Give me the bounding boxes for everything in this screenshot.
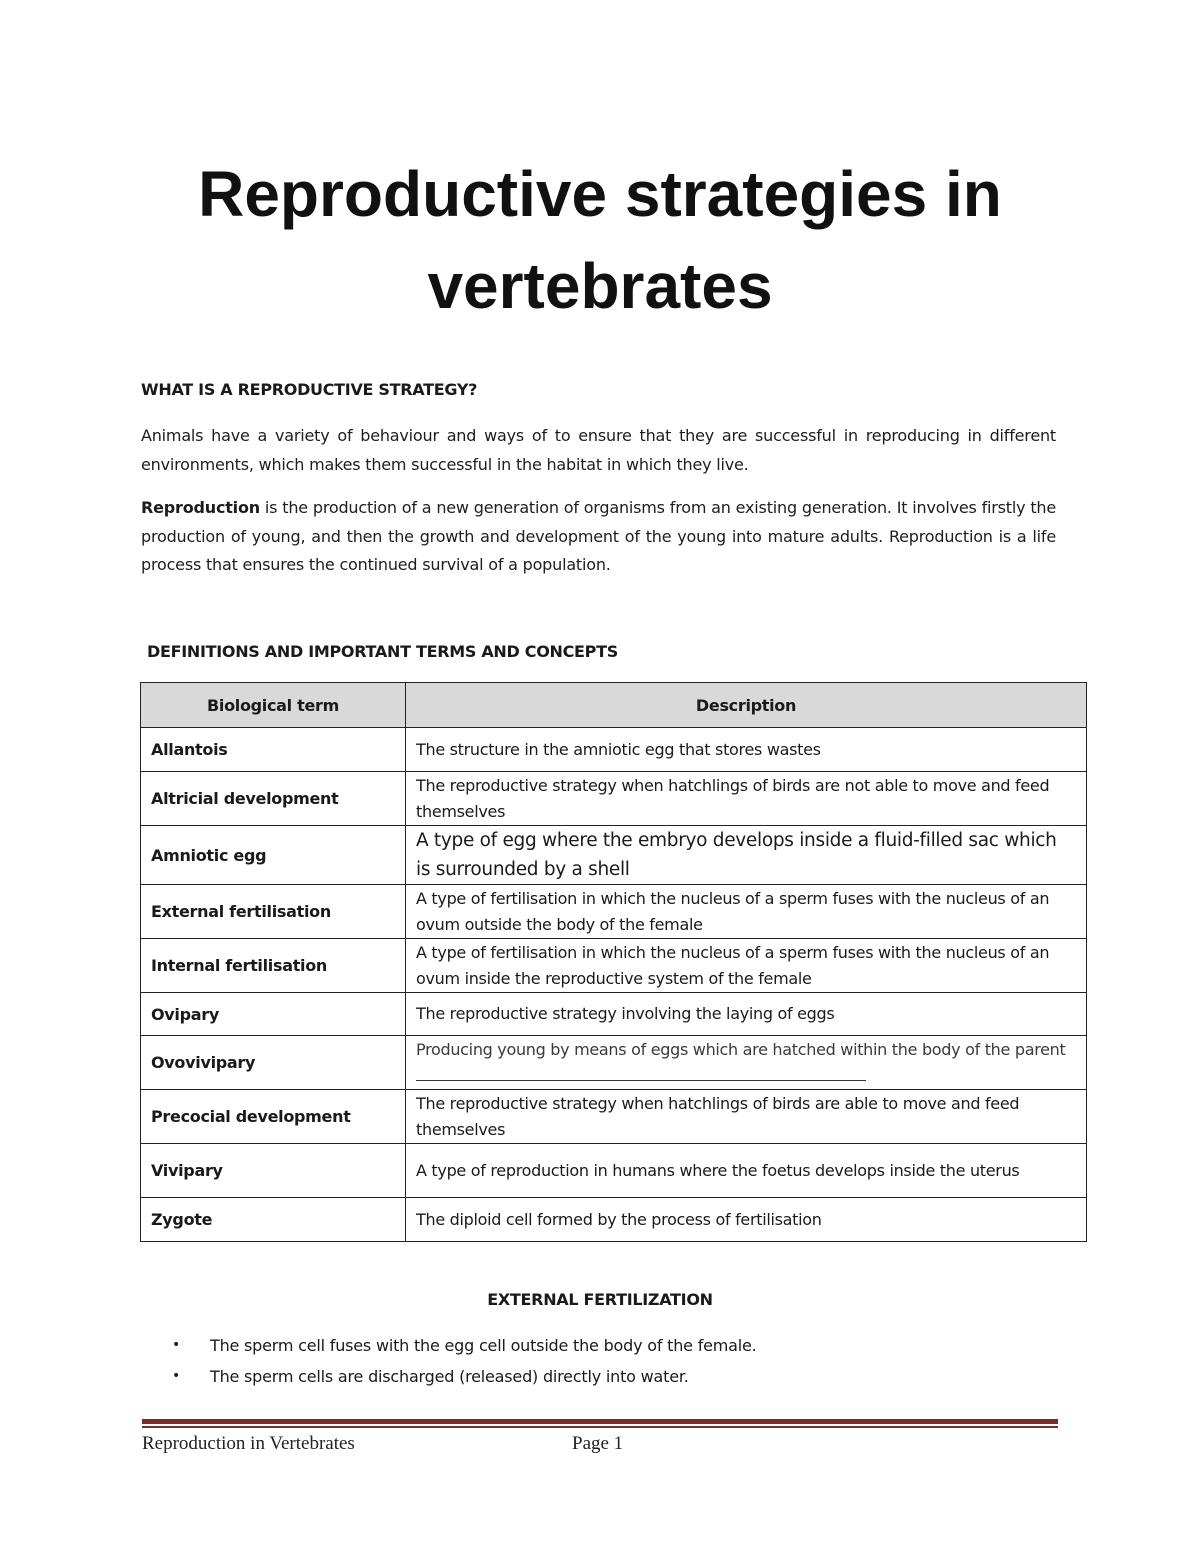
term-cell: Altricial development (141, 772, 406, 826)
term-cell: Amniotic egg (141, 826, 406, 885)
list-item-text: The sperm cell fuses with the egg cell outside the body of the female. (210, 1336, 757, 1355)
footer-page-number: Page 1 (572, 1433, 624, 1454)
footer-divider-thin (142, 1426, 1058, 1428)
reproduction-paragraph (141, 494, 1056, 580)
table-row (141, 1198, 1087, 1242)
table-row (141, 939, 1087, 993)
page-title (100, 148, 1100, 332)
table-row (141, 1036, 1087, 1090)
list-item-text: The sperm cells are discharged (released) directly into water. (210, 1367, 689, 1386)
term-cell: Ovipary (141, 993, 406, 1036)
reproduction-term: Reproduction (141, 498, 260, 517)
underline-blank (416, 1064, 866, 1081)
title-line-2: vertebrates (427, 250, 773, 322)
ovovivipary-description: Producing young by means of eggs which are hatched within the body of the parent (416, 1039, 1066, 1059)
table-row (141, 885, 1087, 939)
table-row (141, 728, 1087, 772)
description-cell: The reproductive strategy when hatchlings of birds are able to move and feed themselves (406, 1090, 1087, 1144)
footer-divider-thick (142, 1419, 1058, 1424)
description-cell: A type of egg where the embryo develops inside a fluid-filled sac which is surrounded by a shell (406, 826, 1087, 885)
term-cell: Ovovivipary (141, 1036, 406, 1090)
table-header-row (141, 683, 1087, 728)
description-cell: The reproductive strategy involving the laying of eggs (406, 993, 1087, 1036)
column-header-term: Biological term (141, 683, 406, 728)
footer-document-title: Reproduction in Vertebrates (142, 1433, 355, 1454)
description-cell: The diploid cell formed by the process of fertilisation (406, 1198, 1087, 1242)
bullet-icon: • (172, 1368, 181, 1384)
term-cell: Internal fertilisation (141, 939, 406, 993)
table-row (141, 1090, 1087, 1144)
term-cell: Zygote (141, 1198, 406, 1242)
heading-external-fertilization: EXTERNAL FERTILIZATION (487, 1290, 713, 1309)
term-cell: Allantois (141, 728, 406, 772)
heading-reproductive-strategy: WHAT IS A REPRODUCTIVE STRATEGY? (141, 380, 478, 399)
table-row (141, 1144, 1087, 1198)
description-cell (406, 1036, 1087, 1090)
definitions-table (140, 682, 1087, 1242)
intro-paragraph: Animals have a variety of behaviour and ways of to ensure that they are successful in reproducing in different environments, which makes them successful in the habitat in which they live. (141, 426, 1056, 474)
description-cell: A type of fertilisation in which the nucleus of a sperm fuses with the nucleus of an ovum inside the reproductive system of the female (406, 939, 1087, 993)
title-line-1: Reproductive strategies in (198, 158, 1002, 230)
reproduction-definition: is the production of a new generation of organisms from an existing generation. It involves firstly the production of young, and then the growth and development of the young into mature adults. Reproduction is a life process that ensures the continued survival of a population. (141, 498, 1056, 574)
external-fertilization-list (170, 1330, 757, 1392)
list-item (170, 1330, 757, 1361)
term-cell: External fertilisation (141, 885, 406, 939)
description-cell: The structure in the amniotic egg that stores wastes (406, 728, 1087, 772)
term-cell: Vivipary (141, 1144, 406, 1198)
bullet-icon: • (172, 1337, 181, 1353)
description-cell: A type of reproduction in humans where the foetus develops inside the uterus (406, 1144, 1087, 1198)
column-header-description: Description (406, 683, 1087, 728)
heading-definitions: DEFINITIONS AND IMPORTANT TERMS AND CONCEPTS (147, 642, 618, 661)
description-cell: A type of fertilisation in which the nucleus of a sperm fuses with the nucleus of an ovum outside the body of the female (406, 885, 1087, 939)
term-cell: Precocial development (141, 1090, 406, 1144)
description-cell: The reproductive strategy when hatchlings of birds are not able to move and feed themselves (406, 772, 1087, 826)
table-row (141, 772, 1087, 826)
table-row (141, 993, 1087, 1036)
list-item (170, 1361, 757, 1392)
table-row (141, 826, 1087, 885)
